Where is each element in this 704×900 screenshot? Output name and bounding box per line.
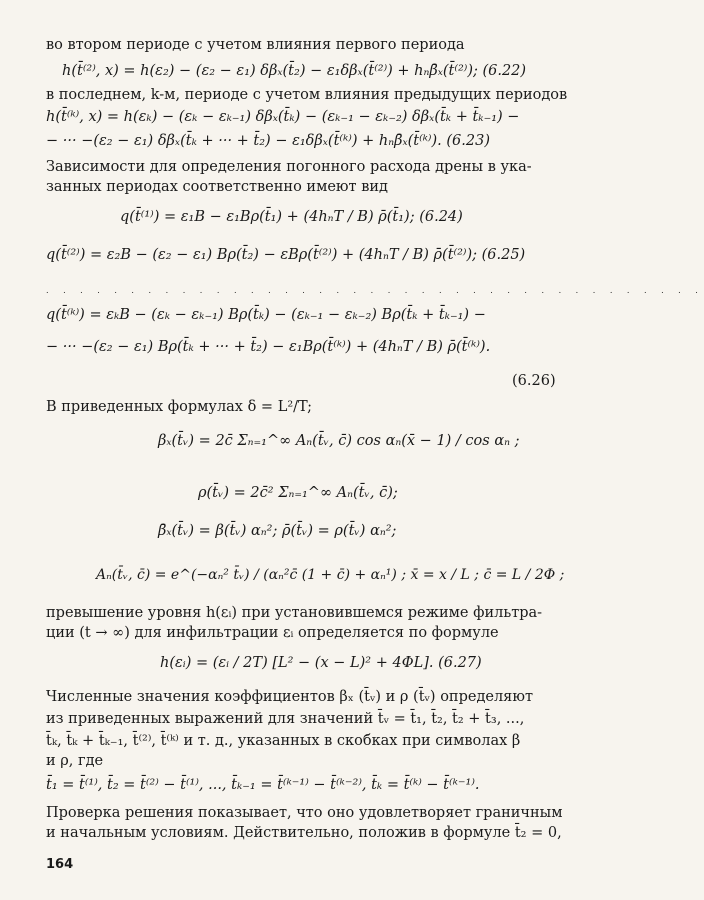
text-line: из приведенных выражений для значений t̄ᵥ = t̄₁, t̄₂, t̄₂ + t̄₃, ...,: [46, 711, 525, 727]
equation-6-26-part1: q(t̄⁽ᵏ⁾) = εₖB − (εₖ − εₖ₋₁) Bρ(t̄ₖ) − (εₖ₋₁ − εₖ₋₂) Bρ(t̄ₖ + t̄ₖ₋₁) −: [46, 307, 486, 323]
text-line: и ρ, где: [46, 753, 104, 769]
text-line: Проверка решения показывает, что оно удовлетворяет граничным: [46, 805, 563, 821]
formula-beta: βₓ(t̄ᵥ) = 2c̄ Σₙ₌₁^∞ Aₙ(t̄ᵥ, c̄) cos αₙ(x̄ − 1) / cos αₙ ;: [158, 433, 520, 449]
equation-6-25: q(t̄⁽²⁾) = ε₂B − (ε₂ − ε₁) Bρ(t̄₂) − εBρ(t̄⁽²⁾) + (4hₙT / B) ρ̄(t̄⁽²⁾); (6.25): [46, 247, 526, 263]
formula-rho: ρ(t̄ᵥ) = 2c̄² Σₙ₌₁^∞ Aₙ(t̄ᵥ, c̄);: [198, 485, 398, 501]
text-line: превышение уровня h(εᵢ) при установившемся режиме фильтра-: [46, 605, 543, 621]
ellipsis-row: . . . . . . . . . . . . . . . . . . . . . . . . . . . . . . . . . . . . . . .: [46, 286, 704, 295]
equation-number-6-26: (6.26): [512, 373, 556, 389]
text-line: и начальным условиям. Действительно, положив в формуле t̄₂ = 0,: [46, 825, 562, 841]
formula-t-intervals: t̄₁ = t̄⁽¹⁾, t̄₂ = t̄⁽²⁾ − t̄⁽¹⁾, ..., t̄ₖ₋₁ = t̄⁽ᵏ⁻¹⁾ − t̄⁽ᵏ⁻²⁾, t̄ₖ = t̄⁽ᵏ⁾ − t̄⁽ᵏ⁻¹⁾.: [46, 777, 480, 793]
formula-beta-rho-bar: β̄ₓ(t̄ᵥ) = β(t̄ᵥ) αₙ²; ρ̄(t̄ᵥ) = ρ(t̄ᵥ) αₙ²;: [158, 523, 397, 539]
equation-6-24: q(t̄⁽¹⁾) = ε₁B − ε₁Bρ(t̄₁) + (4hₙT / B) ρ̄(t̄₁); (6.24): [120, 209, 463, 225]
text-line: занных периодах соответственно имеют вид: [46, 179, 388, 195]
text-line: Зависимости для определения погонного расхода дрены в ука-: [46, 159, 532, 175]
text-line: в последнем, k-м, периоде с учетом влияния предыдущих периодов: [46, 87, 568, 103]
text-line: ции (t → ∞) для инфильтрации εᵢ определяется по формуле: [46, 625, 499, 641]
text-line: во втором периоде с учетом влияния первого периода: [46, 37, 465, 53]
text-line: В приведенных формулах δ = L²/T;: [46, 399, 313, 415]
equation-6-23-part1: h(t̄⁽ᵏ⁾, x) = h(εₖ) − (εₖ − εₖ₋₁) δβₓ(t̄ₖ) − (εₖ₋₁ − εₖ₋₂) δβₓ(t̄ₖ + t̄ₖ₋₁) −: [46, 109, 520, 125]
equation-6-27: h(εᵢ) = (εᵢ / 2T) [L² − (x − L)² + 4ΦL]. (6.27): [160, 655, 482, 671]
equation-6-22: h(t̄⁽²⁾, x) = h(ε₂) − (ε₂ − ε₁) δβₓ(t̄₂) − ε₁δβₓ(t̄⁽²⁾) + hₙβ̄ₓ(t̄⁽²⁾); (6.22): [62, 63, 527, 79]
formula-A-n: Aₙ(t̄ᵥ, c̄) = e^(−αₙ² t̄ᵥ) / (αₙ²c̄ (1 + c̄) + αₙ¹) ; x̄ = x / L ; c̄ = L / 2Φ ;: [96, 567, 565, 583]
page-number: 164: [46, 857, 74, 872]
text-line: t̄ₖ, t̄ₖ + t̄ₖ₋₁, t̄⁽²⁾, t̄⁽ᵏ⁾ и т. д., указанных в скобках при символах β: [46, 733, 521, 749]
text-line: Численные значения коэффициентов βₓ (t̄ᵥ) и ρ (t̄ᵥ) определяют: [46, 689, 533, 705]
equation-6-26-part2: − ··· −(ε₂ − ε₁) Bρ(t̄ₖ + ··· + t̄₂) − ε₁Bρ(t̄⁽ᵏ⁾) + (4hₙT / B) ρ̄(t̄⁽ᵏ⁾).: [46, 339, 491, 355]
equation-6-23-part2: − ··· −(ε₂ − ε₁) δβₓ(t̄ₖ + ··· + t̄₂) − ε₁δβₓ(t̄⁽ᵏ⁾) + hₙβ̄ₓ(t̄⁽ᵏ⁾). (6.23): [46, 133, 490, 149]
